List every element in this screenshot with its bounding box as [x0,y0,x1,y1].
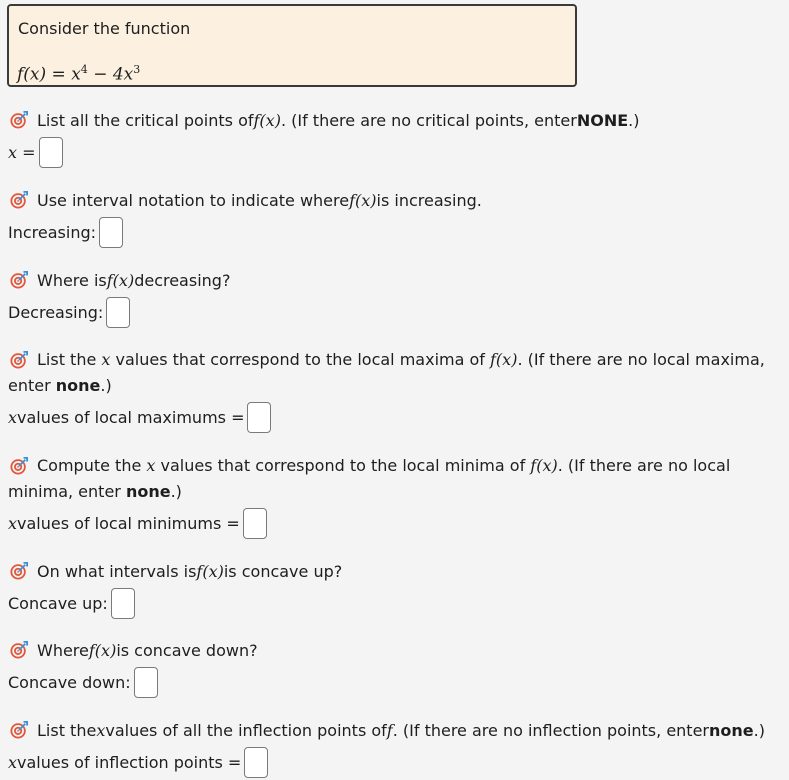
target-icon [10,457,28,475]
target-icon [10,351,28,369]
question-text: . (If there are no critical points, enter [280,111,577,130]
question-local-maxima [8,347,783,433]
func-symbol: f(x) [349,191,377,210]
question-text: .) [628,111,640,130]
increasing-input[interactable] [99,217,123,248]
question-text: Where is [37,271,107,290]
func-symbol: f(x) [106,271,135,290]
question-text: values of all the inflection points of [105,721,387,740]
question-text: is concave down? [116,641,258,660]
intro-text: Consider the function [18,19,191,38]
var-symbol: x [146,456,156,475]
func-symbol: f(x) [530,456,558,475]
var-symbol: x [8,513,18,533]
question-inflection-points [8,718,783,778]
var-symbol: x [8,752,18,772]
decreasing-input[interactable] [106,297,130,328]
question-text: . (If there are no local maxima, enter [8,350,765,395]
function-formula: $f(x) = x^4 - 4x^3$ [17,63,141,85]
var-symbol: x [8,407,18,427]
func-symbol: f(x) [490,350,518,369]
func-symbol: f [386,721,393,740]
question-text: is concave up? [223,562,343,581]
var-symbol: x [96,721,106,740]
concave-down-input[interactable] [134,667,158,698]
answer-label: x = [8,142,36,162]
answer-label: values of inflection points = [17,752,242,772]
question-critical-points [8,108,783,168]
question-text: is increasing. [376,191,482,210]
local-minima-input[interactable] [243,508,267,539]
concave-up-input[interactable] [111,588,135,619]
question-text: values that correspond to the local minima of [155,456,531,475]
critical-points-input[interactable] [39,137,63,168]
question-concave-down [8,638,783,698]
target-icon [10,191,28,209]
question-text: List all the critical points of [37,111,254,130]
question-text: List the [37,721,97,740]
target-icon [10,271,28,289]
answer-label: Concave up: [8,593,108,613]
func-symbol: f(x) [196,562,224,581]
answer-label: values of local maximums = [17,407,245,427]
function-box [7,4,577,87]
bold-keyword: none [125,482,171,501]
bold-keyword: none [55,376,101,395]
bold-keyword: NONE [576,111,629,130]
question-local-minima [8,453,783,539]
answer-label: Decreasing: [8,302,104,322]
answer-label: values of local minimums = [17,513,240,533]
target-icon [10,111,28,129]
question-text: Compute the [37,456,147,475]
func-symbol: f(x) [88,641,117,660]
question-text: Use interval notation to indicate where [37,191,350,210]
question-text: . (If there are no local minima, enter [8,456,731,501]
question-text: decreasing? [134,271,231,290]
target-icon [10,641,28,659]
question-concave-up [8,559,783,619]
target-icon [10,562,28,580]
local-maxima-input[interactable] [247,402,271,433]
func-symbol: f(x) [253,111,281,130]
question-text: .) [753,721,765,740]
inflection-points-input[interactable] [244,747,268,778]
answer-label: Increasing: [8,222,96,242]
question-text: .) [170,482,182,501]
question-text: Where [37,641,89,660]
question-text: .) [100,376,112,395]
question-text: . (If there are no inflection points, enter [392,721,709,740]
question-text: On what intervals is [37,562,197,581]
bold-keyword: none [709,721,754,740]
question-text: List the [37,350,102,369]
question-increasing [8,188,783,248]
answer-label: Concave down: [8,672,131,692]
question-decreasing [8,268,783,328]
var-symbol: x [101,350,111,369]
question-text: values that correspond to the local maxima of [110,350,490,369]
target-icon [10,721,28,739]
